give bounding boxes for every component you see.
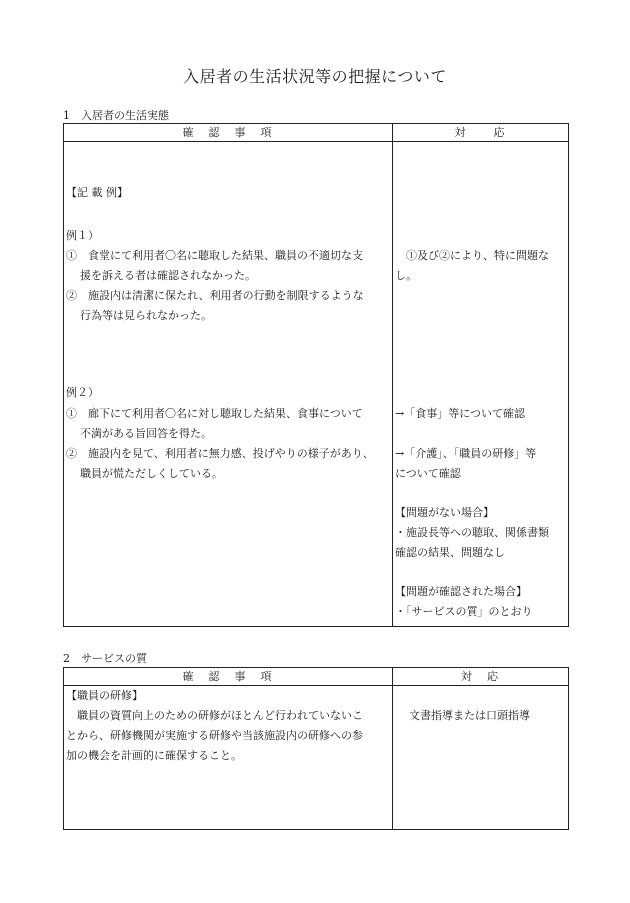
page-title: 入居者の生活状況等の把握について bbox=[183, 67, 447, 86]
section2-col-item-header: 確 認 事 項 bbox=[64, 668, 393, 686]
example1-response-line1: ①及び②により、特に問題な bbox=[395, 249, 549, 262]
example2-item2-line2: 職員が慌ただしくしている。 bbox=[80, 467, 223, 480]
section1-col-response-header: 対 応 bbox=[393, 124, 569, 142]
example1-item2-line2: 行為等は見られなかった。 bbox=[80, 309, 212, 322]
section1-col-item-header: 確 認 事 項 bbox=[64, 124, 393, 142]
section2-heading: 2 サービスの質 bbox=[63, 652, 147, 665]
no-problem-line2: 確認の結果、問題なし bbox=[395, 546, 505, 559]
example1-item1-line1: ① 食堂にて利用者〇名に聴取した結果、職員の不適切な支 bbox=[66, 249, 363, 262]
section1-response-cell bbox=[393, 142, 569, 627]
no-problem-label: 【問題がない場合】 bbox=[395, 506, 494, 519]
section1-table bbox=[63, 123, 569, 627]
example1-label: 例１） bbox=[66, 229, 99, 242]
training-line1: 職員の資質向上のための研修がほとんど行われていないこ bbox=[66, 709, 363, 722]
example1-response-line2: し。 bbox=[395, 269, 417, 282]
training-label: 【職員の研修】 bbox=[66, 689, 143, 702]
example2-item2-line1: ② 施設内を見て、利用者に無力感、投げやりの様子があり、 bbox=[66, 447, 374, 460]
training-line3: 加の機会を計画的に確保すること。 bbox=[66, 749, 242, 762]
section2-table bbox=[63, 667, 569, 830]
example1-item1-line2: 援を訴える者は確認されなかった。 bbox=[80, 269, 256, 282]
section2-body-row bbox=[64, 686, 569, 830]
section2-header-row bbox=[64, 668, 569, 686]
example2-item1-line2: 不満がある旨回答を得た。 bbox=[80, 427, 212, 440]
training-line2: とから、研修機関が実施する研修や当該施設内の研修への参 bbox=[66, 729, 363, 742]
section1-header-row bbox=[64, 124, 569, 142]
sample-label: 【記 載 例】 bbox=[66, 186, 128, 199]
example2-item1-line1: ① 廊下にて利用者〇名に対し聴取した結果、食事について bbox=[66, 407, 363, 420]
section2-item-cell bbox=[64, 686, 393, 830]
section2-response-cell bbox=[393, 686, 569, 830]
section1-body-row bbox=[64, 142, 569, 627]
section2-col-response-header: 対 応 bbox=[393, 668, 569, 686]
section1-item-cell bbox=[64, 142, 393, 627]
example1-item2-line1: ② 施設内は清潔に保たれ、利用者の行動を制限するような bbox=[66, 289, 364, 302]
example2-response2-line1: →「介護」、「職員の研修」等 bbox=[395, 447, 537, 460]
guidance-text: 文書指導または口頭指導 bbox=[409, 709, 530, 722]
example2-label: 例２） bbox=[66, 386, 99, 399]
example2-response2-line2: について確認 bbox=[395, 467, 461, 480]
section1-heading: 1 入居者の生活実態 bbox=[63, 109, 169, 122]
example2-response1: →「食事」等について確認 bbox=[395, 407, 525, 420]
problem-found-label: 【問題が確認された場合】 bbox=[395, 585, 527, 598]
no-problem-line1: ・施設長等への聴取、関係書類 bbox=[395, 526, 549, 539]
problem-found-line1: ・「サービスの質」のとおり bbox=[395, 605, 533, 618]
